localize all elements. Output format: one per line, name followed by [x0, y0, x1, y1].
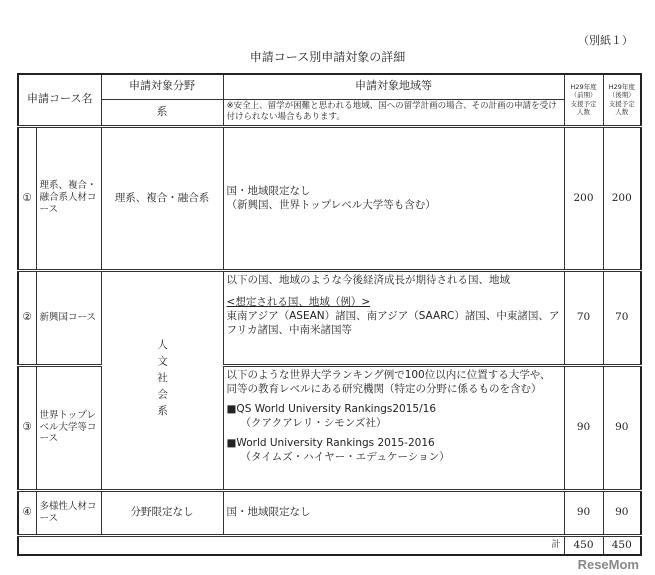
- course-name: 多様性人材コース: [36, 490, 101, 535]
- text: ■World University Rankings 2015-2016: [226, 437, 435, 450]
- total-second: 450: [603, 535, 641, 555]
- first-term-count: 90: [564, 365, 603, 490]
- course-table: [17, 73, 642, 556]
- course-region: [223, 365, 564, 490]
- text: ■QS World University Rankings2015/16: [226, 402, 436, 415]
- label: H29年度: [608, 82, 635, 91]
- row-number: ②: [18, 270, 36, 365]
- text: （新興国、世界トップレベル大学等も含む）: [226, 199, 436, 211]
- text: 人文社会系: [156, 338, 169, 422]
- header-second-term: [603, 74, 641, 126]
- total-first: 450: [564, 535, 603, 555]
- annex-label: （別紙１）: [578, 34, 633, 47]
- total-label: 計: [18, 535, 564, 555]
- label: 支援予定人数: [608, 99, 635, 117]
- label: （後期）: [608, 91, 635, 100]
- header-region-note: ※安全上、留学が困難と思われる地域、国への留学計画の場合、その計画の申請を受け付けられない場合もあります。: [223, 99, 564, 126]
- course-region: 国・地域限定なし: [223, 490, 564, 535]
- text: 国・地域限定なし: [226, 184, 311, 197]
- label: 支援予定人数: [570, 99, 597, 117]
- course-field: 分野限定なし: [101, 490, 223, 535]
- text: 以下の国、地域のような今後経済成長が期待される国、地域: [226, 273, 511, 286]
- second-term-count: 90: [603, 365, 641, 490]
- first-term-count: 70: [564, 270, 603, 365]
- table-row: [18, 490, 641, 535]
- second-term-count: 200: [603, 126, 641, 270]
- course-region: [223, 126, 564, 270]
- text: 東南アジア（ASEAN）諸国、南アジア（SAARC）諸国、中東諸国、アフリカ諸国、中南米諸国等: [226, 309, 560, 337]
- header-first-term: [564, 74, 603, 126]
- shared-field: [101, 270, 223, 490]
- header-course-name: 申請コース名: [18, 74, 101, 126]
- table-row: [18, 126, 641, 270]
- label: H29年度: [570, 82, 597, 91]
- course-name: 世界トップレベル大学等コース: [36, 365, 101, 490]
- text: 以下のような世界大学ランキング例で100位以内に位置する大学や、同等の教育レベルにある研究機関（特定の分野に係るものを含む）: [226, 368, 551, 395]
- page-title: 申請コース別申請対象の詳細: [249, 50, 406, 64]
- course-name: 理系、複合・融合系人材コース: [36, 126, 101, 270]
- label: （前期）: [570, 91, 597, 100]
- first-term-count: 90: [564, 490, 603, 535]
- second-term-count: 90: [603, 490, 641, 535]
- header-field-sub: 系: [101, 99, 223, 126]
- course-field: 理系、複合・融合系: [101, 126, 223, 270]
- first-term-count: 200: [564, 126, 603, 270]
- total-row: [18, 535, 641, 555]
- row-number: ①: [18, 126, 36, 270]
- header-region: 申請対象地域等: [223, 74, 564, 99]
- text: （クアクアレリ・シモンズ社）: [240, 417, 387, 430]
- table-row: [18, 270, 641, 365]
- text: <想定される国、地域（例）>: [226, 295, 371, 308]
- row-number: ④: [18, 490, 36, 535]
- row-number: ③: [18, 365, 36, 490]
- resemom-watermark-logo: ReseMom: [577, 557, 639, 572]
- header-field: 申請対象分野: [101, 74, 223, 99]
- course-region: [223, 270, 564, 365]
- course-name: 新興国コース: [36, 270, 101, 365]
- second-term-count: 70: [603, 270, 641, 365]
- text: （タイムズ・ハイヤー・エデュケーション）: [240, 451, 450, 464]
